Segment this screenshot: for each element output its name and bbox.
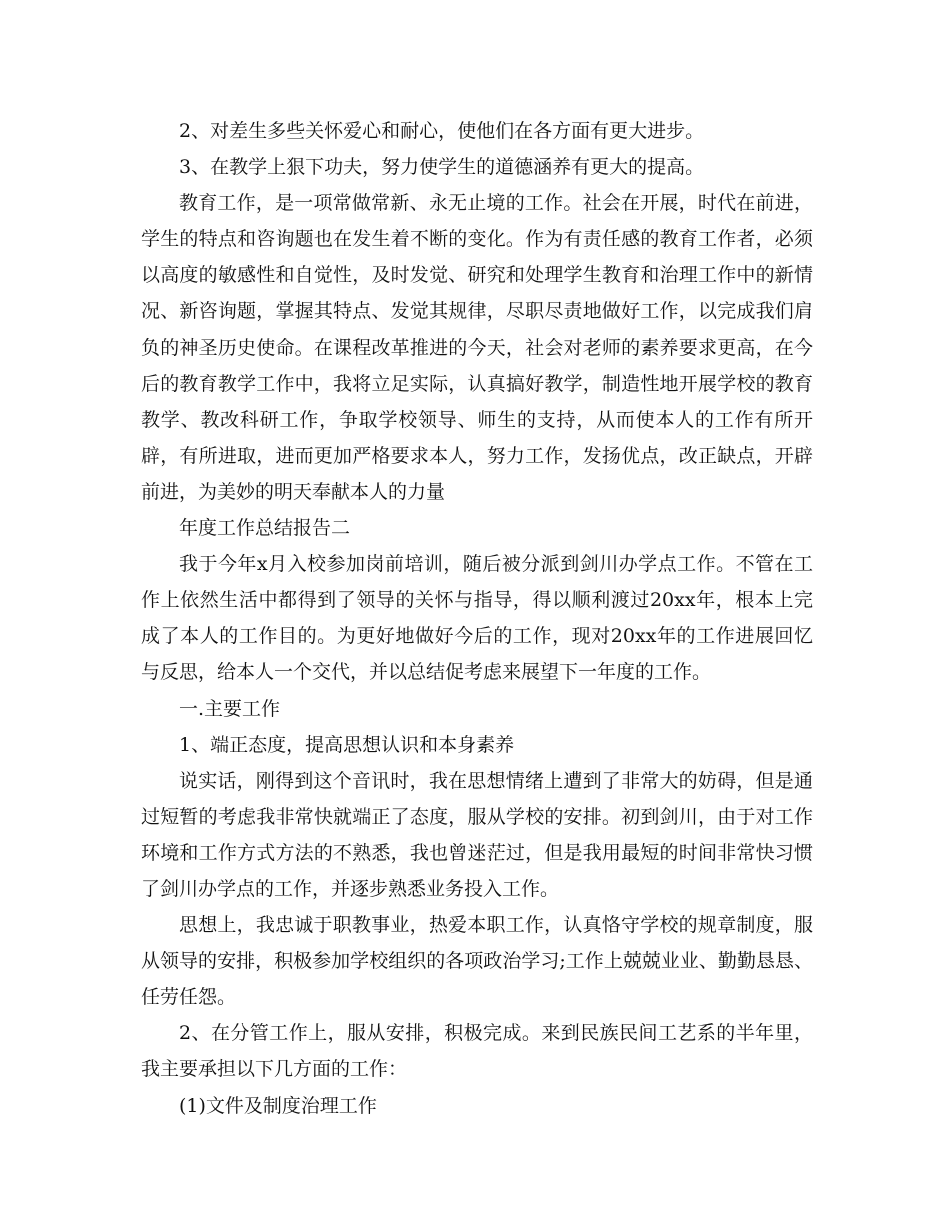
list-item-document-management: (1)文件及制度治理工作 xyxy=(179,1094,377,1117)
subheading-attitude: 1、端正态度，提高思想认识和本身素养 xyxy=(179,733,515,756)
paragraph-care-for-students: 2、对差生多些关怀爱心和耐心，使他们在各方面有更大进步。 xyxy=(179,120,705,142)
subheading-assigned-work: 2、在分管工作上，服从安排，积极完成。来到民族民间工艺系的半年里，我主要承担以下几方面的工作： xyxy=(141,1022,813,1081)
paragraph-introduction: 我于今年x月入校参加岗前培训，随后被分派到剑川办学点工作。不管在工作上依然生活中都得到了领导的关怀与指导，得以顺利渡过20xx年，根本上完成了本人的工作目的。为更好地做好今后的工作，现对20xx年的工作进展回忆与反思，给本人一个交代，并以总结促考虑来展望下一年度的工作。 xyxy=(141,553,813,684)
paragraph-teaching-effort: 3、在教学上狠下功夫，努力使学生的道德涵养有更大的提高。 xyxy=(179,156,705,179)
section-heading-report-two: 年度工作总结报告二 xyxy=(179,517,351,540)
paragraph-education-work: 教育工作，是一项常做常新、永无止境的工作。社会在开展，时代在前进，学生的特点和咨询题也在发生着不断的变化。作为有责任感的教育工作者，必须以高度的敏感性和自觉性，及时发觉、研究和处理学生教育和治理工作中的新情况、新咨询题，掌握其特点、发觉其规律，尽职尽责地做好工作，以完成我们肩负的神圣历史使命。在课程改革推进的今天，社会对老师的素养要求更高，在今后的教育教学工作中，我将立足实际，认真搞好教学，制造性地开展学校的教育教学、教改科研工作，争取学校领导、师生的支持，从而使本人的工作有所开辟，有所进取，进而更加严格要求本人，努力工作，发扬优点，改正缺点，开辟前进，为美妙的明天奉献本人的力量 xyxy=(141,192,813,503)
document-body xyxy=(141,113,813,1124)
paragraph-honest-words: 说实话，刚得到这个音讯时，我在思想情绪上遭到了非常大的妨碍，但是通过短暂的考虑我非常快就端正了态度，服从学校的安排。初到剑川，由于对工作环境和工作方式方法的不熟悉，我也曾迷茫过，但是我用最短的时间非常快习惯了剑川办学点的工作，并逐步熟悉业务投入工作。 xyxy=(141,769,813,900)
paragraph-thought: 思想上，我忠诚于职教事业，热爱本职工作，认真恪守学校的规章制度，服从领导的安排，积极参加学校组织的各项政治学习;工作上兢兢业业、勤勤恳恳、任劳任怨。 xyxy=(141,914,813,1009)
section-heading-main-work: 一.主要工作 xyxy=(179,697,281,720)
